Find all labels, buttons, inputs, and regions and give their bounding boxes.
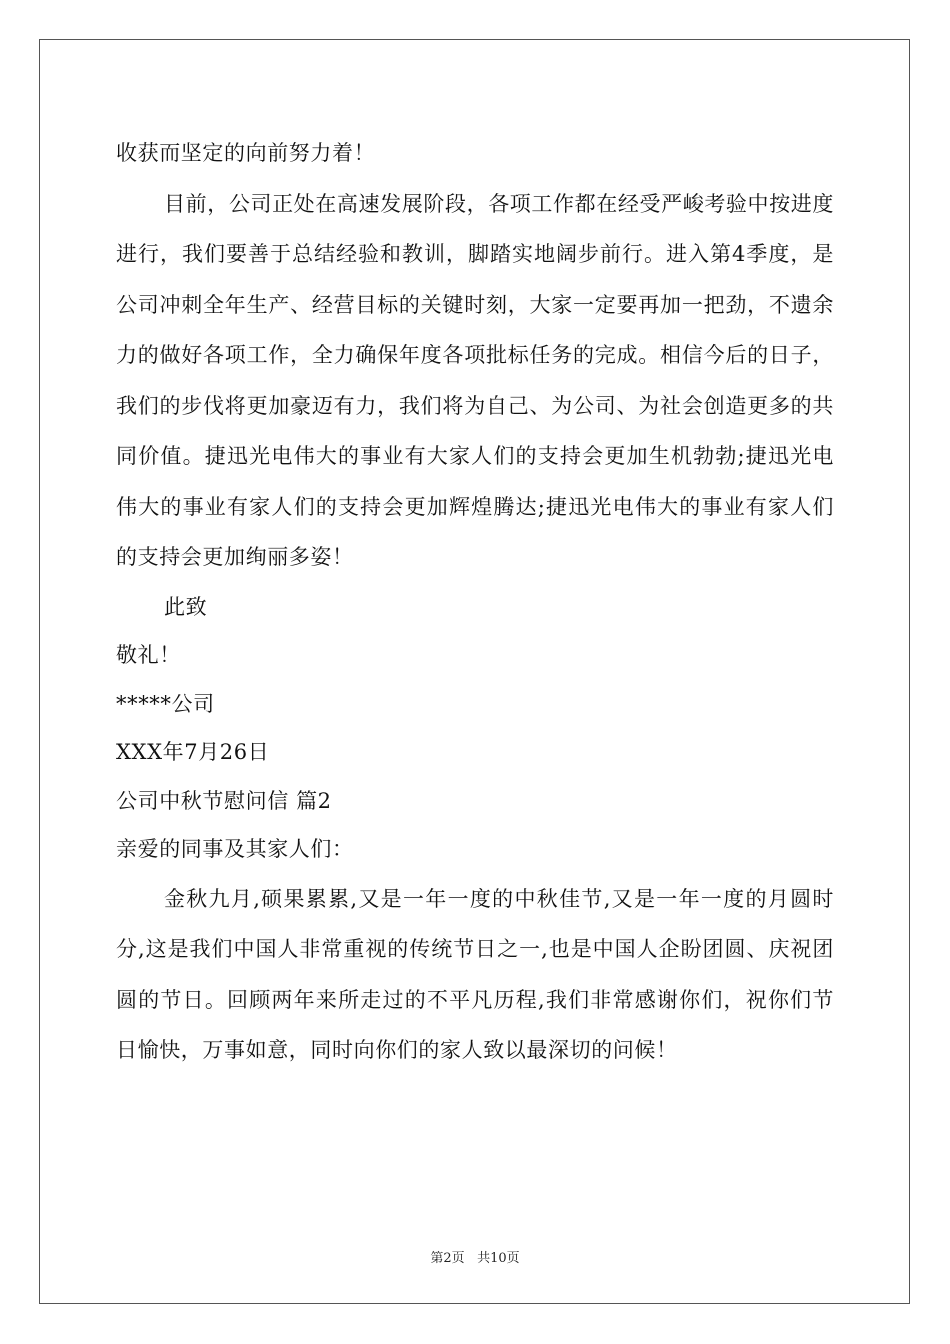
letter-greeting: 亲爱的同事及其家人们： (116, 837, 354, 861)
signature-company: *****公司 (116, 691, 215, 716)
salutation-cizhi: 此致 (164, 594, 208, 619)
page-number: 第2页 (430, 1251, 465, 1266)
page-total: 共10页 (477, 1251, 520, 1266)
document-body (116, 128, 834, 1076)
signature-date: XXX年7月26日 (116, 740, 270, 764)
salutation-jingli: 敬礼！ (116, 643, 181, 667)
page-footer (0, 1247, 950, 1266)
section-heading: 公司中秋节慰问信 篇2 (116, 788, 332, 813)
closing-paragraph: 收获而坚定的向前努力着！ (116, 141, 376, 165)
body-paragraph-outlook: 目前，公司正处在高速发展阶段，各项工作都在经受严峻考验中按进度进行，我们要善于总结经验和教训，脚踏实地阔步前行。进入第4季度，是公司冲刺全年生产、经营目标的关键时刻，大家一定要再加一把劲，不遗余力的做好各项工作，全力确保年度各项批标任务的完成。相信今后的日子，我们的步伐将更加豪迈有力，我们将为自己、为公司、为社会创造更多的共同价值。捷迅光电伟大的事业有大家人们的支持会更加生机勃勃;捷迅光电伟大的事业有家人们的支持会更加辉煌腾达;捷迅光电伟大的事业有家人们的支持会更加绚丽多姿！ (116, 191, 834, 569)
body-paragraph-midautumn: 金秋九月,硕果累累,又是一年一度的中秋佳节,又是一年一度的月圆时分,这是我们中国人非常重视的传统节日之一,也是中国人企盼团圆、庆祝团圆的节日。回顾两年来所走过的不平凡历程,我们非常感谢你们，祝你们节日愉快，万事如意，同时向你们的家人致以最深切的问候！ (116, 886, 834, 1062)
